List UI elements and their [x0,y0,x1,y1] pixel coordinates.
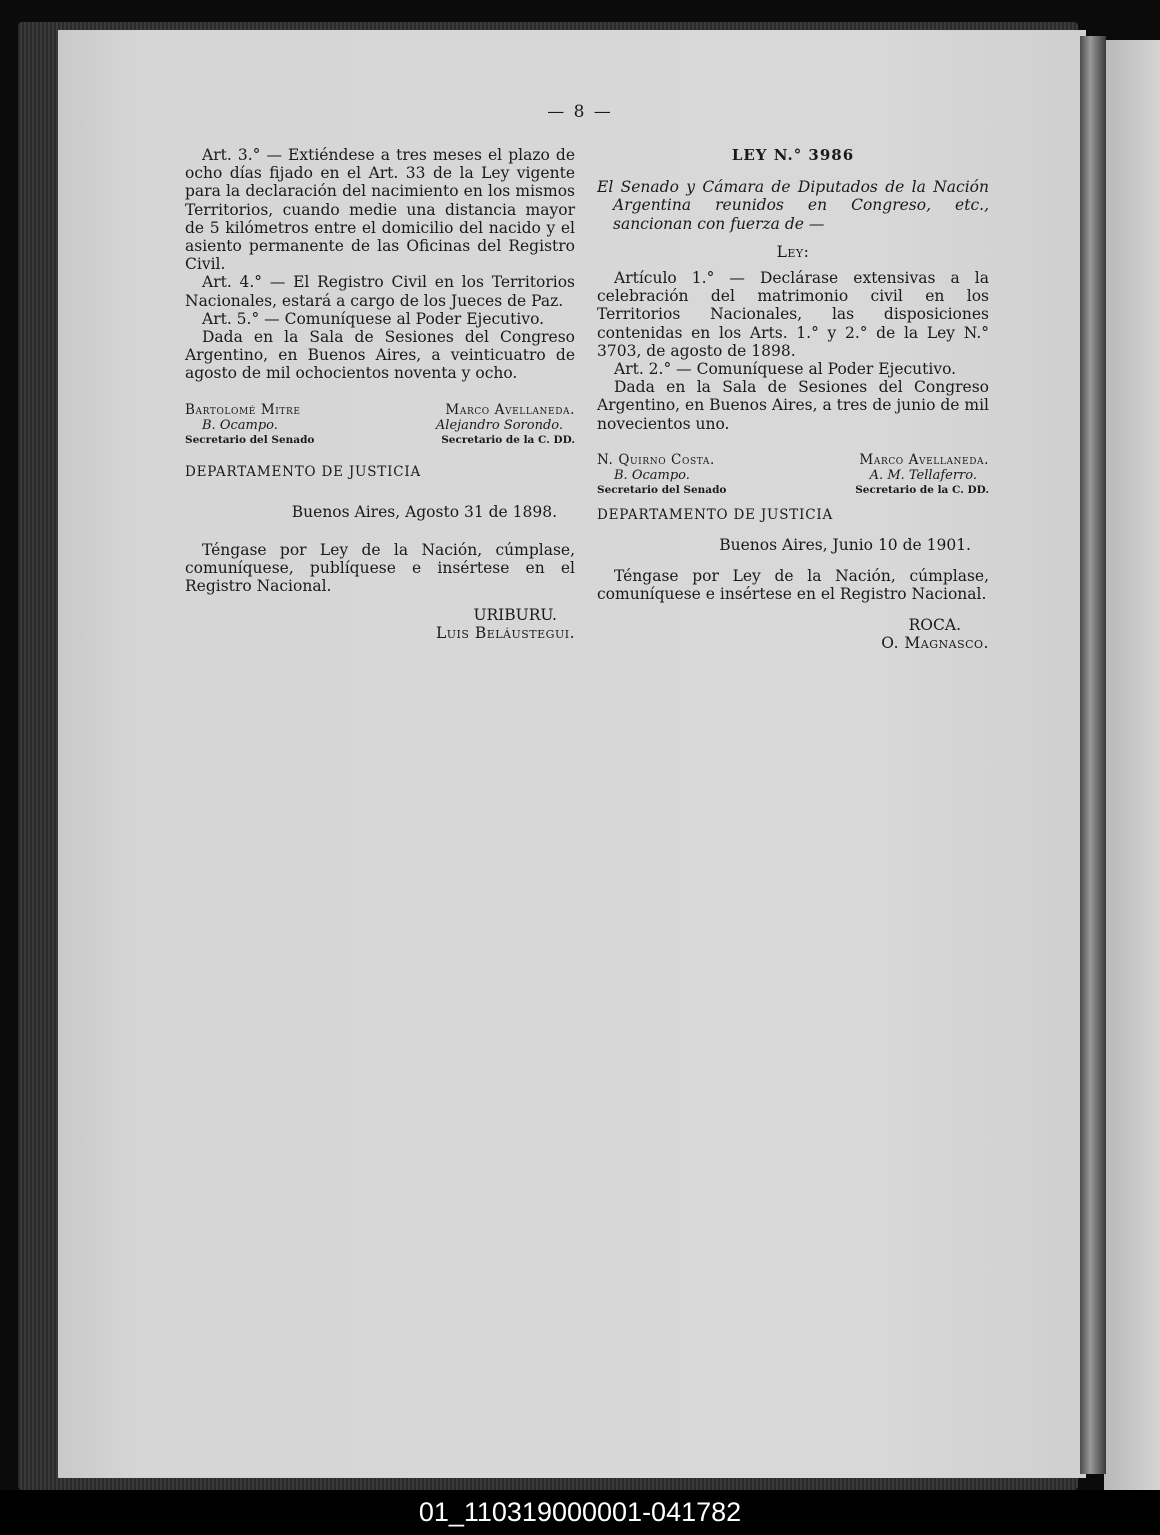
senate-signatures [185,403,314,448]
senate-president-name: N. Quirno Costa. [597,451,715,468]
book-gutter [1080,36,1106,1474]
law-preamble: El Senado y Cámara de Diputados de la Nación Argentina reunidos en Congreso, etc., sancionan con fuerza de — [597,178,989,233]
senate-secretary-name: B. Ocampo. [614,467,690,483]
page-number: — 8 — [547,102,613,122]
chamber-signatures [436,403,575,448]
senate-secretary-title: Secretario del Senado [185,433,315,446]
chamber-secretary-name: A. M. Tellaferro. [869,467,977,483]
promulgation-decree: Téngase por Ley de la Nación, cúmplase, comuníquese e insértese en el Registro Nacional. [597,567,989,604]
place-date: Buenos Aires, Agosto 31 de 1898. [291,502,557,521]
ley-heading: Ley: [776,242,810,261]
right-column [597,146,989,652]
article-2: Art. 2.° — Comuníquese al Poder Ejecutivo. [614,360,957,379]
signature-block [597,453,989,498]
chamber-signatures [855,453,989,498]
scan-identifier: 01_110319000001-041782 [0,1490,1160,1535]
president-signature: ROCA. [908,615,961,634]
article-4: Art. 4.° — El Registro Civil en los Territorios Nacionales, estará a cargo de los Jueces de Paz. [185,273,575,310]
minister-signature: O. Magnasco. [881,633,989,652]
law-title: LEY N.° 3986 [731,146,855,164]
enactment-clause: Dada en la Sala de Sesiones del Congreso Argentino, en Buenos Aires, a tres de junio de mil novecientos uno. [597,378,989,433]
minister-signature: Luis Beláustegui. [435,623,575,642]
senate-signatures [597,453,726,498]
promulgation-decree: Téngase por Ley de la Nación, cúmplase, comuníquese, publíquese e insértese en el Registro Nacional. [185,541,575,596]
place-date: Buenos Aires, Junio 10 de 1901. [719,536,971,555]
department-heading: DEPARTAMENTO DE JUSTICIA [597,506,834,523]
senate-secretary-title: Secretario del Senado [597,483,727,496]
article-5: Art. 5.° — Comuníquese al Poder Ejecutivo. [202,309,545,328]
chamber-secretary-title: Secretario de la C. DD. [855,483,989,496]
enactment-clause: Dada en la Sala de Sesiones del Congreso Argentino, en Buenos Aires, a veinticuatro de agosto de mil ochocientos noventa y ocho. [185,328,575,383]
president-signature: URIBURU. [473,605,557,624]
department-heading: DEPARTAMENTO DE JUSTICIA [185,463,422,480]
chamber-president-name: Marco Avellaneda. [859,451,989,468]
left-column [185,146,575,642]
senate-president-name: Bartolomé Mitre [185,401,301,418]
chamber-secretary-name: Alejandro Sorondo. [435,417,563,433]
article-1: Artículo 1.° — Declárase extensivas a la celebración del matrimonio civil en los Territorios Nacionales, las disposiciones contenidas en los Arts. 1.° y 2.° de la Ley N.° 3703, de agosto de 1898. [597,269,989,360]
chamber-secretary-title: Secretario de la C. DD. [441,433,575,446]
chamber-president-name: Marco Avellaneda. [445,401,575,418]
senate-secretary-name: B. Ocampo. [202,417,278,433]
signature-block [185,403,575,448]
adjacent-page-edge [1104,40,1160,1490]
article-3: Art. 3.° — Extiéndese a tres meses el plazo de ocho días fijado en el Art. 33 de la Ley vigente para la declaración del nacimiento en los mismos Territorios, cuando medie una distancia mayor de 5 kilómetros entre el domicilio del nacido y el asiento permanente de las Oficinas del Registro Civil. [185,146,575,274]
